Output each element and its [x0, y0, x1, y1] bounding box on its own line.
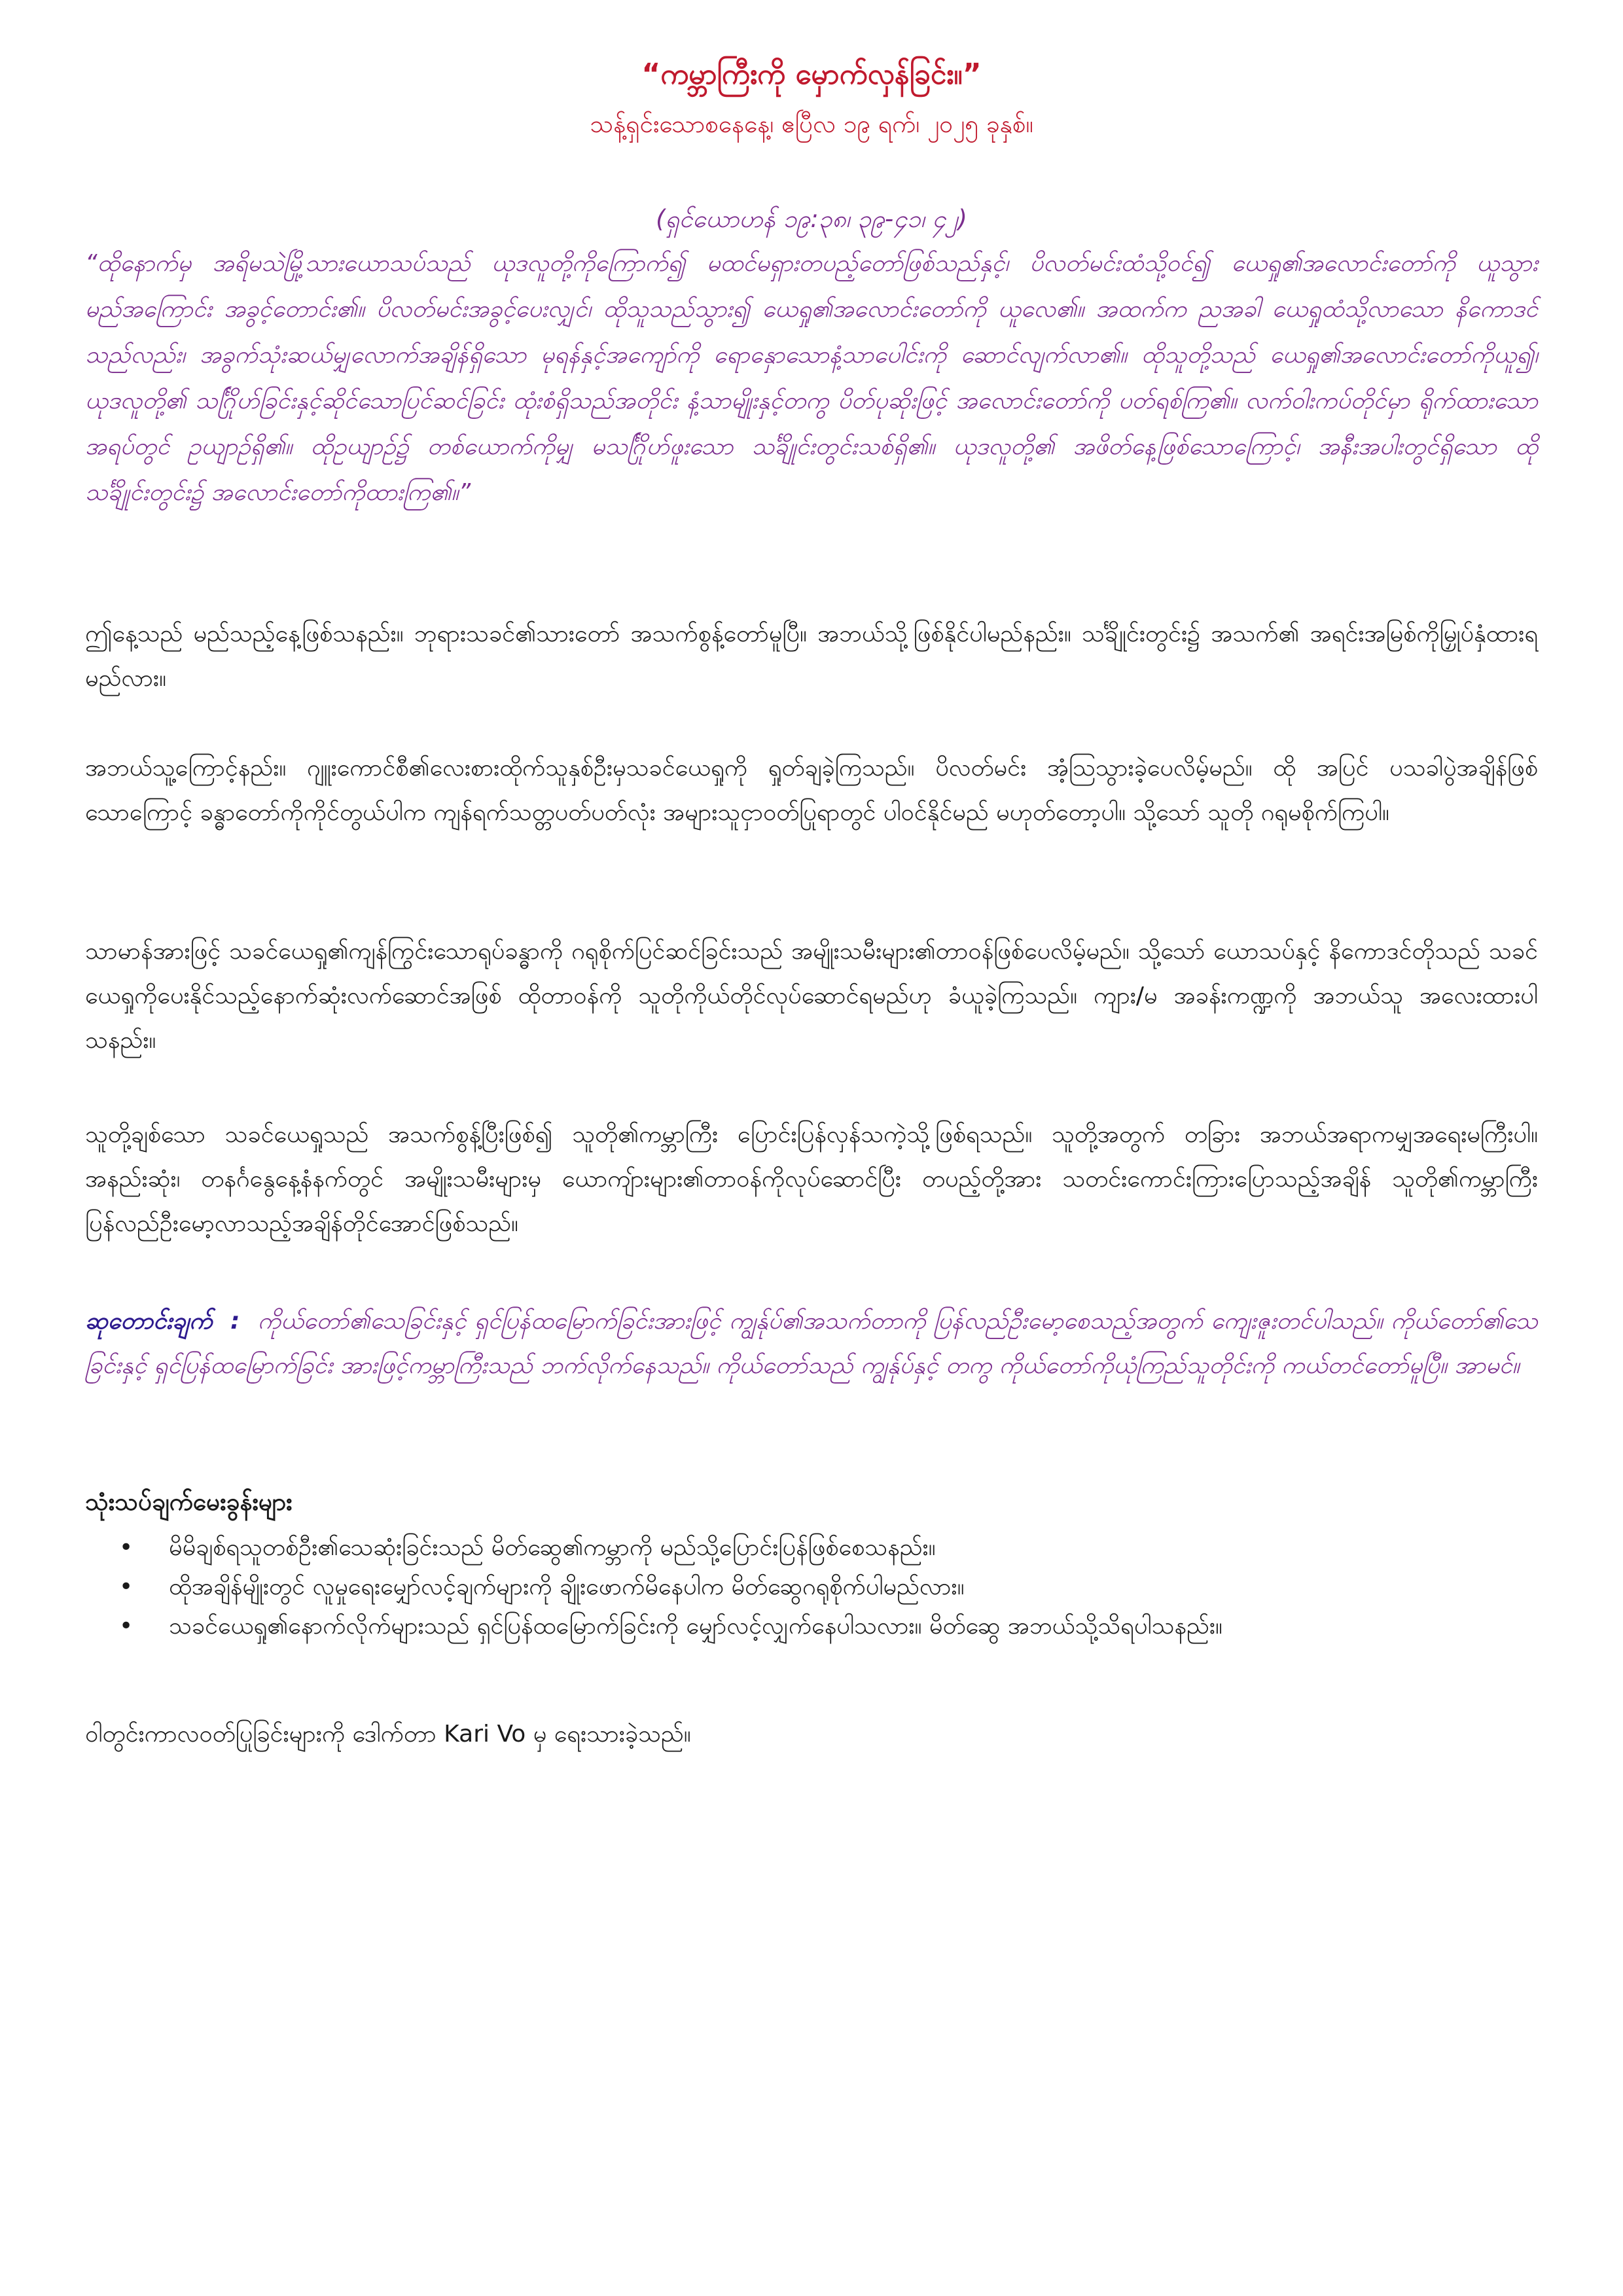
body-paragraph-4: သူတို့ချစ်သော သခင်ယေရှုသည် အသက်စွန့်ပြီးဖြစ်၍ သူတို၏ကမ္ဘာကြီး ပြောင်းပြန်လှန်သကဲ့သို့ဖြစ်ရသည်။ သူတို့အတွက် တခြား အဘယ်အရာကမျှအရေးမကြီးပါ။ အနည်းဆုံး၊ တနင်္ဂနွေနေ့နံနက်တွင် အမျိုးသမီးများမှ ယောကျ်ားများ၏တာဝန်ကိုလုပ်ဆောင်ပြီး တပည့်တို့အား သတင်းကောင်းကြားပြောသည့်အချိန် သူတို၏ကမ္ဘာကြီး ပြန်လည်ဦးမော့လာသည့်အချိန်တိုင်အောင်ဖြစ်သည်။ — [85, 1121, 1538, 1237]
prayer-separator: : — [212, 1308, 258, 1335]
scripture-quote: “ထိုနောက်မှ အရိမသဲမြို့သားယောသပ်သည် ယုဒလူတို့ကိုကြောက်၍ မထင်မရှားတပည့်တော်ဖြစ်သည်နှင့်၊ ပိလတ်မင်းထံသို့ဝင်၍ ယေရှု၏အလောင်းတော်ကို ယူသွားမည်အကြောင်း အခွင့်တောင်း၏။ ပိလတ်မင်းအခွင့်ပေးလျှင်၊ ထိုသူသည်သွား၍ ယေရှု၏အလောင်းတော်ကို ယူလေ၏။ အထက်က ညအခါ ယေရှုထံသို့လာသော နိကောဒင်သည်လည်း၊ အခွက်သုံးဆယ်မျှလောက်အချိန်ရှိသော မုရန်နှင့်အကျော်ကို ရောနှောသောနံ့သာပေါင်းကို ဆောင်လျက်လာ၏။ ထိုသူတို့သည် ယေရှု၏အလောင်းတော်ကိုယူ၍၊ ယုဒလူတို့၏ သင်္ဂြိုဟ်ခြင်းနှင့်ဆိုင်သောပြင်ဆင်ခြင်း ထုံးစံရှိသည်အတိုင်း နံ့သာမျိုးနှင့်တကွ ပိတ်ပုဆိုးဖြင့် အလောင်းတော်ကို ပတ်ရစ်ကြ၏။ လက်ဝါးကပ်တိုင်မှာ ရိုက်ထားသောအရပ်တွင် ဥယျာဉ်ရှိ၏။ ထိုဥယျာဉ်၌ တစ်ယောက်ကိုမျှ မသင်္ဂြိုဟ်ဖူးသော သင်္ချိုင်းတွင်းသစ်ရှိ၏။ ယုဒလူတို့၏ အဖိတ်နေ့ဖြစ်သောကြောင့်၊ အနီးအပါးတွင်ရှိသော ထိုသင်္ချိုင်းတွင်း၌ အလောင်းတော်ကိုထားကြ၏။” — [85, 250, 1538, 506]
prayer-label: ဆုတောင်းချက် — [85, 1308, 213, 1335]
list-item — [85, 1528, 1538, 1568]
list-item — [85, 1607, 1538, 1646]
scripture-reference: (ရှင်ယောဟန် ၁၉:၃၈၊ ၃၉-၄၁၊ ၄၂) — [656, 205, 967, 233]
page-date: သန့်ရှင်းသောစနေနေ့၊ ဧပြီလ ၁၉ ရက်၊ ၂၀၂၅ ခုနှစ်။ — [590, 110, 1033, 138]
bullet-icon: • — [119, 1613, 134, 1640]
questions-heading: သုံးသပ်ချက်မေးခွန်းများ — [85, 1488, 293, 1516]
prayer-text: ကိုယ်တော်၏သေခြင်းနှင့် ရှင်ပြန်ထမြောက်ခြင်းအားဖြင့် ကျွန်ုပ်၏အသက်တာကို ပြန်လည်ဦးမော့စေသည့်အတွက် ကျေးဇူးတင်ပါသည်။ ကိုယ်တော်၏သေခြင်းနှင့် ရှင်ပြန်ထမြောက်ခြင်း အားဖြင့်ကမ္ဘာကြီးသည် ဘက်လိုက်နေသည်။ ကိုယ်တော်သည် ကျွန်ုပ်နှင့် တကွ ကိုယ်တော်ကိုယုံကြည်သူတိုင်းကို ကယ်တင်တော်မူပြီ။ အာမင်။ — [85, 1308, 1539, 1379]
prayer-section — [85, 1299, 1538, 1388]
question-text: သခင်ယေရှု၏နောက်လိုက်များသည် ရှင်ပြန်ထမြောက်ခြင်းကို မျှော်လင့်လျှက်နေပါသလား။ မိတ်ဆွေ အဘယ်သို့သိရပါသနည်း။ — [169, 1613, 1222, 1640]
questions-list — [85, 1528, 1538, 1646]
body-paragraph-1: ဤနေ့သည် မည်သည့်နေ့ဖြစ်သနည်း။ ဘုရားသခင်၏သားတော် အသက်စွန့်တော်မူပြီ။ အဘယ်သို့ဖြစ်နိုင်ပါမည်နည်း။ သင်္ချိုင်းတွင်း၌ အသက်၏ အရင်းအမြစ်ကိုမြှုပ်နှံထားရမည်လား။ — [85, 620, 1538, 692]
body-paragraph-2: အဘယ်သူ့ကြောင့်နည်း။ ဂျူးကောင်စီ၏လေးစားထိုက်သူနှစ်ဦးမှသခင်ယေရှုကို ရှုတ်ချခဲ့ကြသည်။ ပိလတ်မင်း အံ့ဩသွားခဲ့ပေလိမ့်မည်။ ထို အပြင် ပသခါပွဲအချိန်ဖြစ်သောကြောင့် ခန္ဓာတော်ကိုကိုင်တွယ်ပါက ကျန်ရက်သတ္တပတ်ပတ်လုံး အများသူငှာဝတ်ပြုရာတွင် ပါဝင်နိုင်မည် မဟုတ်တော့ပါ။ သို့သော် သူတို ဂရုမစိုက်ကြပါ။ — [85, 755, 1538, 826]
body-paragraph-3: သာမာန်အားဖြင့် သခင်ယေရှု၏ကျန်ကြွင်းသောရုပ်ခန္ဓာကို ဂရုစိုက်ပြင်ဆင်ခြင်းသည် အမျိုးသမီးများ၏တာဝန်ဖြစ်ပေလိမ့်မည်။ သို့သော် ယောသပ်နှင့် နိကောဒင်တိုသည် သခင်ယေရှုကိုပေးနိုင်သည့်နောက်ဆုံးလက်ဆောင်အဖြစ် ထိုတာဝန်ကို သူတိုကိုယ်တိုင်လုပ်ဆောင်ရမည်ဟု ခံယူခဲ့ကြသည်။ ကျား/မ အခန်းကဏ္ဍကို အဘယ်သူ အလေးထားပါသနည်း။ — [85, 938, 1538, 1054]
author-credit: ဝါတွင်းကာလဝတ်ပြုခြင်းများကို ဒေါက်တာ Kari Vo မှ ရေးသားခဲ့သည်။ — [85, 1721, 691, 1748]
question-text: မိမိချစ်ရသူတစ်ဦး၏သေဆုံးခြင်းသည် မိတ်ဆွေ၏ကမ္ဘာကို မည်သို့ပြောင်းပြန်ဖြစ်စေသနည်း။ — [169, 1534, 936, 1561]
bullet-icon: • — [119, 1534, 134, 1561]
question-text: ထိုအချိန်မျိုးတွင် လူမှုရေးမျှော်လင့်ချက်များကို ချိုးဖောက်မိနေပါက မိတ်ဆွေဂရုစိုက်ပါမည်လား။ — [169, 1573, 965, 1600]
list-item — [85, 1568, 1538, 1607]
bullet-icon: • — [119, 1573, 134, 1600]
page-title: “ကမ္ဘာကြီးကို မှောက်လှန်ခြင်း။” — [641, 58, 982, 91]
